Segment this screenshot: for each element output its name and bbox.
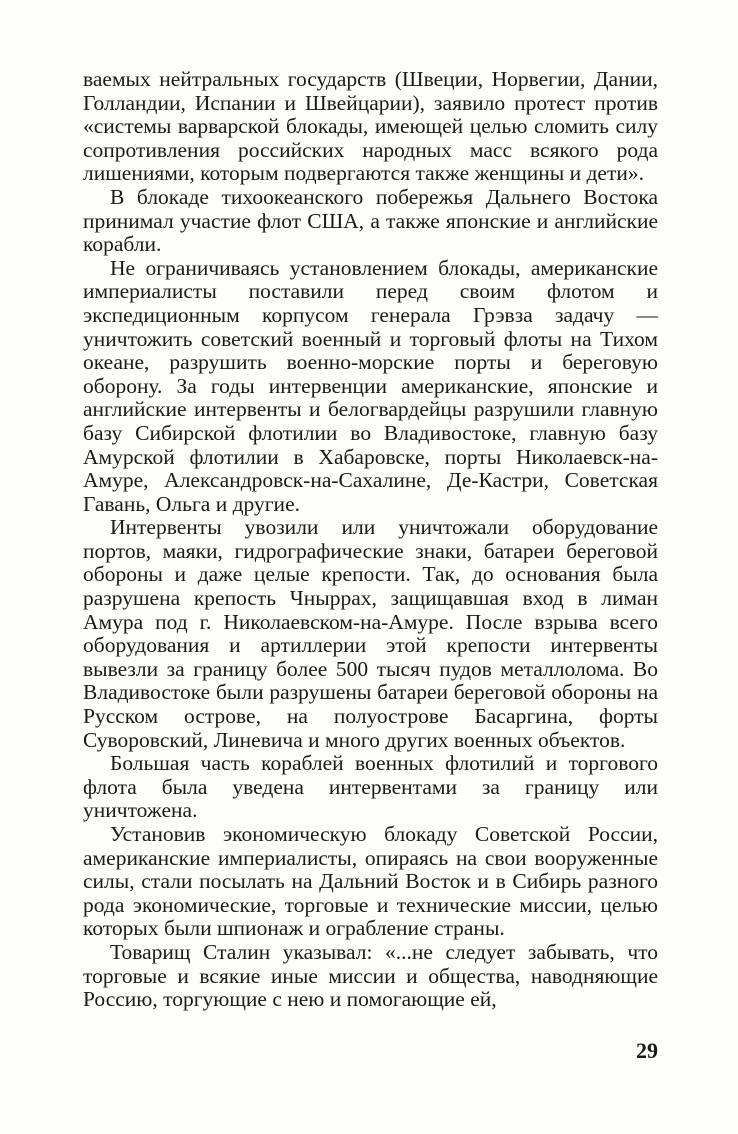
paragraph-2: В блокаде тихоокеанского побережья Дальнего Востока принимал участие флот США, а также японские и английские корабли.: [83, 184, 658, 257]
body-text: [83, 68, 658, 1012]
page-number: 29: [636, 1038, 658, 1063]
paragraph-1: ваемых нейтральных государств (Швеции, Норвегии, Дании, Голландии, Испании и Швейцарии), заявило протест против «системы варварской блокады, имеющей целью сломить силу сопротивления российских народных масс всякого рода лишениями, которым подвергаются также женщины и дети».: [83, 67, 658, 186]
paragraph-6: Установив экономическую блокаду Советской России, американские империалисты, опираясь на свои вооруженные силы, стали посылать на Дальний Восток и в Сибирь разного рода экономические, торговые и технические миссии, целью которых были шпионаж и ограбление страны.: [83, 822, 658, 941]
paragraph-7: Товарищ Сталин указывал: «...не следует забывать, что торговые и всякие иные миссии и общества, наводняющие Россию, торгующие с нею и помогающие ей,: [83, 939, 658, 1012]
paragraph-4: Интервенты увозили или уничтожали оборудование портов, маяки, гидрографические знаки, батареи береговой обороны и даже целые крепости. Так, до основания была разрушена крепость Чныррах, защищавшая вход в лиман Амура под г. Николаевском-на-Амуре. После взрыва всего оборудования и артиллерии этой крепости интервенты вывезли за границу более 500 тысяч пудов металлолома. Во Владивостоке были разрушены батареи береговой обороны на Русском острове, на полуострове Басаргина, форты Суворовский, Линевича и много других военных объектов.: [83, 515, 658, 752]
paragraph-3: Не ограничиваясь установлением блокады, американские империалисты поставили перед своим флотом и экспедиционным корпусом генерала Грэвза задачу — уничтожить советский военный и торговый флоты на Тихом океане, разрушить военно-морские порты и береговую оборону. За годы интервенции американские, японские и английские интервенты и белогвардейцы разрушили главную базу Сибирской флотилии во Владивостоке, главную базу Амурской флотилии в Хабаровске, порты Николаевск-на-Амуре, Александровск-на-Сахалине, Де-Кастри, Советская Гавань, Ольга и другие.: [83, 255, 658, 516]
paragraph-5: Большая часть кораблей военных флотилий и торгового флота была уведена интервентами за границу или уничтожена.: [83, 751, 658, 823]
